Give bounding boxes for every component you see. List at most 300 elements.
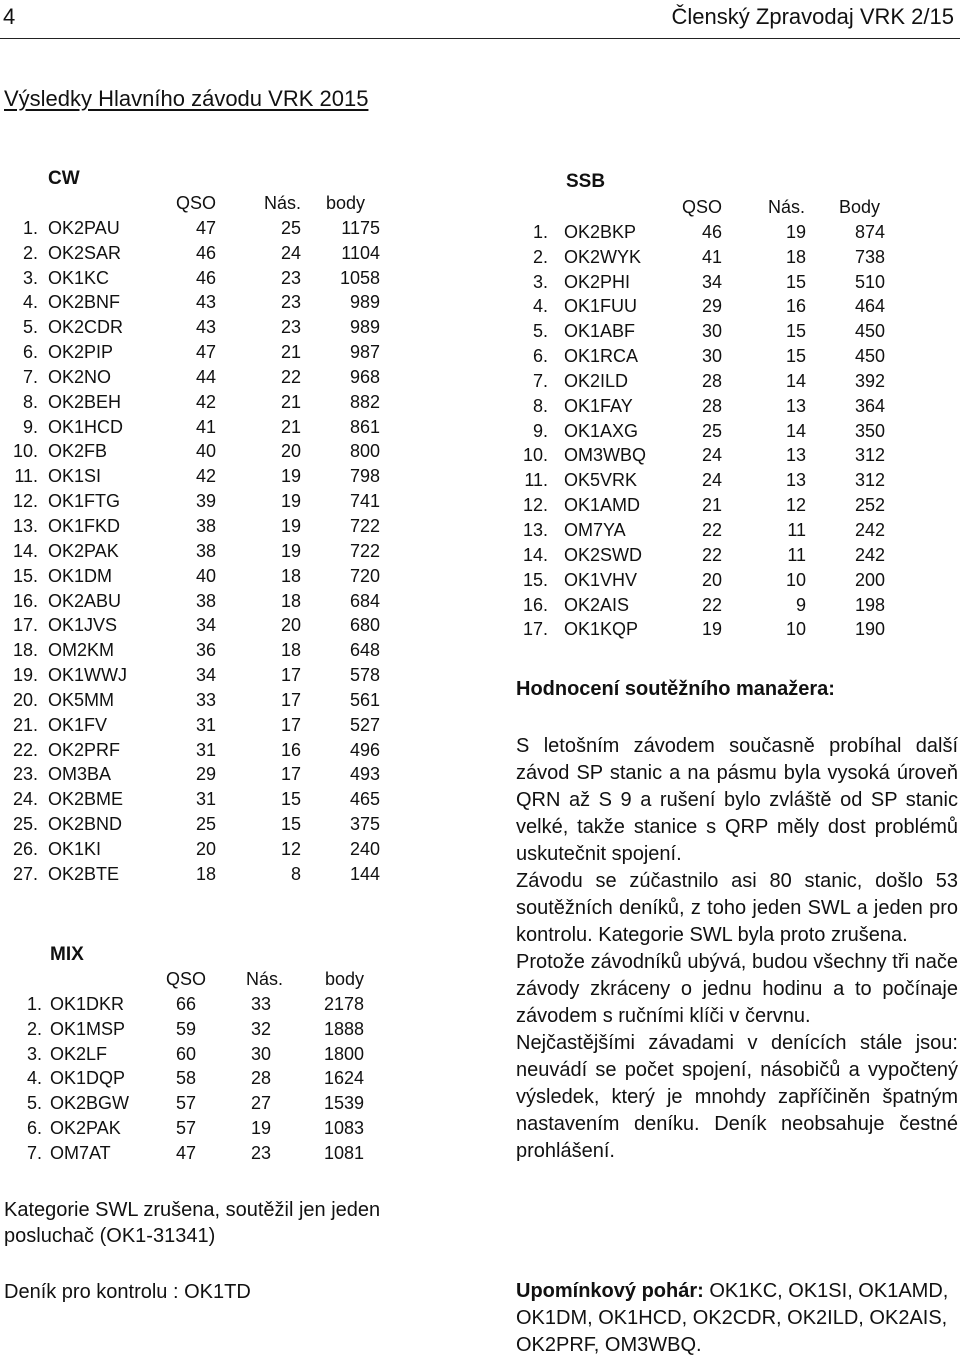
rank-cell: 5. [22, 317, 38, 338]
points-cell: 375 [349, 814, 380, 835]
callsign-cell: OK1ABF [564, 321, 636, 342]
qso-cell: 66 [175, 993, 196, 1014]
rank-cell: 7. [26, 1142, 42, 1163]
points-cell: 2178 [323, 993, 364, 1014]
rank-cell: 9. [532, 420, 548, 441]
callsign-cell: OM7AT [50, 1142, 111, 1163]
callsign-cell: OK1SI [48, 466, 102, 487]
rank-cell: 3. [22, 267, 38, 288]
qso-cell: 22 [701, 544, 722, 565]
multipliers-cell: 23 [280, 267, 301, 288]
table-row [0, 1116, 400, 1141]
rank-cell: 7. [532, 370, 548, 391]
table-row [0, 365, 400, 390]
points-cell: 987 [349, 342, 380, 363]
evaluation-paragraph: S letošním závodem současně probíhal další závod SP stanic a na pásmu byla vysoká úroveň QRN až S 9 a rušení bylo zvláště od SP stanic velké, takže stanice s QRP měly dost problémů uskutečnit spojení. [516, 735, 958, 865]
points-cell: 190 [854, 619, 885, 640]
table-row [510, 394, 960, 419]
rank-cell: 2. [22, 242, 38, 263]
multipliers-cell: 15 [280, 789, 301, 810]
table-row [510, 617, 960, 642]
multipliers-cell: 18 [785, 246, 806, 267]
callsign-cell: OK5MM [48, 689, 115, 710]
table-row [0, 589, 400, 614]
evaluation-paragraph: Závodu se zúčastnilo asi 80 stanic, došlo 53 soutěžních deníků, z toho jeden SWL a jeden pro kontrolu. Kategorie SWL byla proto zrušena. [516, 870, 958, 946]
qso-cell: 41 [701, 246, 722, 267]
callsign-cell: OK1FTG [48, 491, 121, 512]
qso-cell: 41 [195, 416, 216, 437]
multipliers-cell: 19 [250, 1118, 271, 1139]
multipliers-cell: 23 [280, 317, 301, 338]
qso-cell: 34 [195, 615, 216, 636]
multipliers-cell: 16 [785, 296, 806, 317]
rank-cell: 16. [12, 590, 38, 611]
qso-cell: 57 [175, 1118, 196, 1139]
callsign-cell: OK1VHV [564, 569, 638, 590]
multipliers-cell: 16 [280, 739, 301, 760]
multipliers-cell: 17 [280, 665, 301, 686]
table-row [0, 241, 400, 266]
callsign-cell: OK2BTE [48, 863, 120, 884]
rank-cell: 6. [22, 342, 38, 363]
table-row [0, 762, 400, 787]
page-number: 4 [3, 4, 16, 29]
cw-section-title: CW [48, 168, 80, 189]
table-row [0, 1042, 400, 1067]
multipliers-cell: 23 [280, 292, 301, 313]
callsign-cell: OK1KC [48, 267, 110, 288]
rank-cell: 24. [12, 789, 38, 810]
points-cell: 496 [349, 739, 380, 760]
multipliers-cell: 22 [280, 366, 301, 387]
points-cell: 968 [349, 366, 380, 387]
table-row [0, 1091, 400, 1116]
qso-cell: 24 [701, 445, 722, 466]
journal-title: Členský Zpravodaj VRK 2/15 [671, 4, 954, 29]
multipliers-cell: 13 [785, 395, 806, 416]
callsign-cell: OK2PRF [48, 739, 121, 760]
table-row [510, 518, 960, 543]
multipliers-cell: 8 [290, 863, 301, 884]
callsign-cell: OK1KQP [564, 619, 639, 640]
callsign-cell: OK2ILD [564, 370, 629, 391]
table-row [0, 837, 400, 862]
points-cell: 450 [854, 321, 885, 342]
multipliers-cell: 12 [785, 495, 806, 516]
table-row [0, 340, 400, 365]
rank-cell: 26. [12, 838, 38, 859]
multipliers-cell: 15 [785, 346, 806, 367]
callsign-cell: OK1AXG [564, 420, 639, 441]
rank-cell: 17. [12, 615, 38, 636]
points-cell: 465 [349, 789, 380, 810]
rank-cell: 27. [12, 863, 38, 884]
points-cell: 312 [854, 470, 885, 491]
callsign-cell: OK2BND [48, 814, 123, 835]
rank-cell: 6. [26, 1118, 42, 1139]
rank-cell: 1. [26, 993, 42, 1014]
callsign-cell: OK2SAR [48, 242, 122, 263]
table-row [0, 862, 400, 887]
trophy-section [516, 1278, 956, 1359]
rank-cell: 12. [12, 491, 38, 512]
table-row [0, 1017, 400, 1042]
callsign-cell: OK2LF [50, 1043, 108, 1064]
rank-cell: 16. [522, 594, 548, 615]
multipliers-cell: 24 [280, 242, 301, 263]
points-cell: 1888 [323, 1018, 364, 1039]
qso-cell: 31 [195, 789, 216, 810]
callsign-cell: OK1DQP [50, 1068, 126, 1089]
callsign-cell: OK1FV [48, 714, 108, 735]
multipliers-cell: 15 [785, 321, 806, 342]
points-cell: 493 [349, 764, 380, 785]
multipliers-cell: 27 [250, 1093, 271, 1114]
qso-cell: 31 [195, 714, 216, 735]
table-row [510, 294, 960, 319]
cw-results-table [0, 191, 400, 887]
qso-cell: 43 [195, 292, 216, 313]
qso-cell: 19 [701, 619, 722, 640]
callsign-cell: OK1DKR [50, 993, 125, 1014]
rank-cell: 4. [532, 296, 548, 317]
rank-cell: 2. [532, 246, 548, 267]
qso-cell: 44 [195, 366, 216, 387]
table-row [0, 713, 400, 738]
qso-cell: 28 [701, 395, 722, 416]
qso-cell: 36 [195, 640, 216, 661]
table-row [0, 663, 400, 688]
points-cell: 874 [854, 221, 885, 242]
rank-cell: 3. [532, 271, 548, 292]
header-multipliers: Nás. [245, 969, 283, 989]
evaluation-heading: Hodnocení soutěžního manažera: [516, 678, 835, 700]
table-row [0, 1141, 400, 1166]
table-row [510, 543, 960, 568]
table-row [510, 593, 960, 618]
multipliers-cell: 10 [785, 569, 806, 590]
qso-cell: 29 [701, 296, 722, 317]
header-points: body [324, 969, 364, 989]
callsign-cell: OK2PAK [50, 1118, 121, 1139]
rank-cell: 14. [12, 540, 38, 561]
callsign-cell: OK2PAU [48, 217, 120, 238]
callsign-cell: OK2PHI [564, 271, 631, 292]
points-cell: 720 [349, 565, 380, 586]
points-cell: 800 [349, 441, 380, 462]
points-cell: 242 [854, 544, 885, 565]
table-row [510, 568, 960, 593]
table-row [510, 369, 960, 394]
trophy-label: Upomínkový pohár: [516, 1280, 704, 1302]
points-cell: 350 [854, 420, 885, 441]
qso-cell: 38 [195, 540, 216, 561]
points-cell: 252 [854, 495, 885, 516]
rank-cell: 2. [26, 1018, 42, 1039]
callsign-cell: OK2NO [48, 366, 112, 387]
multipliers-cell: 33 [250, 993, 271, 1014]
qso-cell: 59 [175, 1018, 196, 1039]
points-cell: 1539 [323, 1093, 364, 1114]
rank-cell: 21. [12, 714, 38, 735]
rank-cell: 8. [532, 395, 548, 416]
table-row [510, 270, 960, 295]
multipliers-cell: 30 [250, 1043, 271, 1064]
points-cell: 561 [349, 689, 380, 710]
rank-cell: 5. [532, 321, 548, 342]
header-points: body [325, 193, 365, 213]
rank-cell: 14. [522, 544, 548, 565]
table-row [510, 344, 960, 369]
table-row [0, 439, 400, 464]
table-row [0, 812, 400, 837]
qso-cell: 40 [195, 565, 216, 586]
qso-cell: 22 [701, 594, 722, 615]
header-qso: QSO [681, 197, 722, 217]
multipliers-cell: 19 [280, 491, 301, 512]
table-row [510, 419, 960, 444]
callsign-cell: OM7YA [564, 519, 626, 540]
points-cell: 578 [349, 665, 380, 686]
multipliers-cell: 17 [280, 689, 301, 710]
multipliers-cell: 19 [280, 466, 301, 487]
qso-cell: 42 [195, 391, 216, 412]
points-cell: 364 [854, 395, 885, 416]
points-cell: 989 [349, 292, 380, 313]
evaluation-paragraph: Nejčastějšími závadami v denících stále jsou: neuvádí se počet spojení, násobičů a vypočtený výsledek, který je mnohdy zapříčiněn špatným nastavením deníku. Deník neobsahuje čestné prohlášení. [516, 1032, 958, 1162]
rank-cell: 15. [12, 565, 38, 586]
rank-cell: 17. [522, 619, 548, 640]
points-cell: 312 [854, 445, 885, 466]
qso-cell: 43 [195, 317, 216, 338]
callsign-cell: OK2CDR [48, 317, 124, 338]
points-cell: 738 [854, 246, 885, 267]
qso-cell: 58 [175, 1068, 196, 1089]
points-cell: 1083 [323, 1118, 364, 1139]
table-header-row [0, 191, 400, 216]
rank-cell: 10. [522, 445, 548, 466]
points-cell: 240 [349, 838, 380, 859]
rank-cell: 4. [22, 292, 38, 313]
evaluation-paragraph: Protože závodníků ubývá, budou všechny tři nače závody zkráceny o jednu hodinu a to počínaje závodem s ručními klíči v červnu. [516, 951, 958, 1027]
multipliers-cell: 12 [280, 838, 301, 859]
qso-cell: 47 [195, 342, 216, 363]
table-row [510, 493, 960, 518]
qso-cell: 46 [701, 221, 722, 242]
rank-cell: 1. [532, 221, 548, 242]
points-cell: 510 [854, 271, 885, 292]
table-row [0, 613, 400, 638]
qso-cell: 38 [195, 590, 216, 611]
table-header-row [510, 195, 960, 220]
points-cell: 989 [349, 317, 380, 338]
qso-cell: 38 [195, 515, 216, 536]
multipliers-cell: 15 [280, 814, 301, 835]
multipliers-cell: 15 [785, 271, 806, 292]
qso-cell: 40 [195, 441, 216, 462]
mix-results-table [0, 967, 400, 1166]
points-cell: 392 [854, 370, 885, 391]
callsign-cell: OK1MSP [50, 1018, 126, 1039]
points-cell: 882 [349, 391, 380, 412]
qso-cell: 46 [195, 242, 216, 263]
points-cell: 722 [349, 515, 380, 536]
qso-cell: 31 [195, 739, 216, 760]
callsign-cell: OK2PAK [48, 540, 119, 561]
table-row [510, 220, 960, 245]
table-row [0, 514, 400, 539]
points-cell: 680 [349, 615, 380, 636]
callsign-cell: OM3BA [48, 764, 112, 785]
multipliers-cell: 18 [280, 590, 301, 611]
rank-cell: 10. [12, 441, 38, 462]
header-points: Body [838, 197, 880, 217]
rank-cell: 23. [12, 764, 38, 785]
callsign-cell: OK2ABU [48, 590, 122, 611]
table-row [0, 638, 400, 663]
multipliers-cell: 14 [785, 370, 806, 391]
multipliers-cell: 19 [280, 540, 301, 561]
table-row [0, 539, 400, 564]
qso-cell: 47 [175, 1142, 196, 1163]
swl-note: Kategorie SWL zrušena, soutěžil jen jeden posluchač (OK1-31341) [4, 1199, 381, 1247]
points-cell: 1081 [323, 1142, 364, 1163]
rank-cell: 11. [524, 470, 548, 491]
table-row [0, 738, 400, 763]
callsign-cell: OK2BGW [50, 1093, 130, 1114]
callsign-cell: OK1DM [48, 565, 113, 586]
multipliers-cell: 28 [250, 1068, 271, 1089]
points-cell: 741 [349, 491, 380, 512]
callsign-cell: OK5VRK [564, 470, 638, 491]
trophy-winners: OK1KC, OK1SI, OK1AMD, OK1DM, OK1HCD, OK2CDR, OK2ILD, OK2AIS, OK2PRF, OM3WBQ. [516, 1280, 949, 1356]
callsign-cell: OK2WYK [564, 246, 642, 267]
points-cell: 200 [854, 569, 885, 590]
points-cell: 1175 [341, 217, 380, 238]
points-cell: 684 [349, 590, 380, 611]
callsign-cell: OK2BKP [564, 221, 637, 242]
qso-cell: 24 [701, 470, 722, 491]
qso-cell: 25 [701, 420, 722, 441]
evaluation-text [516, 733, 958, 1165]
multipliers-cell: 21 [280, 342, 301, 363]
multipliers-cell: 17 [280, 764, 301, 785]
rank-cell: 7. [22, 366, 38, 387]
table-row [0, 489, 400, 514]
callsign-cell: OK2BME [48, 789, 124, 810]
table-row [510, 468, 960, 493]
multipliers-cell: 9 [795, 594, 806, 615]
qso-cell: 46 [195, 267, 216, 288]
multipliers-cell: 21 [280, 416, 301, 437]
points-cell: 1800 [323, 1043, 364, 1064]
points-cell: 722 [349, 540, 380, 561]
callsign-cell: OK1FUU [564, 296, 638, 317]
qso-cell: 33 [195, 689, 216, 710]
multipliers-cell: 10 [785, 619, 806, 640]
multipliers-cell: 19 [785, 221, 806, 242]
table-row [0, 992, 400, 1017]
points-cell: 464 [854, 296, 885, 317]
page-title: Výsledky Hlavního závodu VRK 2015 [4, 86, 369, 111]
points-cell: 144 [349, 863, 380, 884]
header-multipliers: Nás. [767, 197, 805, 217]
qso-cell: 20 [195, 838, 216, 859]
table-row [0, 787, 400, 812]
rank-cell: 9. [22, 416, 38, 437]
callsign-cell: OM2KM [48, 640, 115, 661]
rank-cell: 20. [12, 689, 38, 710]
callsign-cell: OK2AIS [564, 594, 630, 615]
control-log-note: Deník pro kontrolu : OK1TD [4, 1281, 251, 1303]
rank-cell: 13. [12, 515, 38, 536]
rank-cell: 4. [26, 1068, 42, 1089]
table-row [0, 464, 400, 489]
callsign-cell: OK1HCD [48, 416, 124, 437]
qso-cell: 22 [701, 519, 722, 540]
rank-cell: 11. [14, 466, 38, 487]
callsign-cell: OK1FAY [564, 395, 633, 416]
mix-section-title: MIX [50, 944, 84, 965]
table-header-row [0, 967, 400, 992]
rank-cell: 18. [12, 640, 38, 661]
rank-cell: 19. [12, 665, 38, 686]
qso-cell: 42 [195, 466, 216, 487]
qso-cell: 57 [175, 1093, 196, 1114]
qso-cell: 20 [701, 569, 722, 590]
callsign-cell: OK1JVS [48, 615, 118, 636]
multipliers-cell: 20 [280, 441, 301, 462]
rank-cell: 15. [522, 569, 548, 590]
callsign-cell: OK1WWJ [48, 665, 127, 686]
multipliers-cell: 13 [785, 445, 806, 466]
table-row [0, 216, 400, 241]
page-header [0, 0, 960, 39]
table-row [0, 1066, 400, 1091]
header-qso: QSO [175, 193, 216, 213]
table-row [0, 415, 400, 440]
table-row [510, 443, 960, 468]
qso-cell: 28 [701, 370, 722, 391]
rank-cell: 8. [22, 391, 38, 412]
points-cell: 1624 [323, 1068, 364, 1089]
rank-cell: 25. [12, 814, 38, 835]
table-row [0, 390, 400, 415]
qso-cell: 47 [195, 217, 216, 238]
multipliers-cell: 14 [785, 420, 806, 441]
rank-cell: 3. [26, 1043, 42, 1064]
table-row [510, 319, 960, 344]
multipliers-cell: 18 [280, 640, 301, 661]
multipliers-cell: 11 [787, 544, 806, 565]
qso-cell: 34 [701, 271, 722, 292]
header-qso: QSO [165, 969, 206, 989]
ssb-results-table [510, 195, 960, 642]
multipliers-cell: 19 [280, 515, 301, 536]
points-cell: 242 [854, 519, 885, 540]
points-cell: 798 [349, 466, 380, 487]
rank-cell: 1. [22, 217, 38, 238]
rank-cell: 22. [12, 739, 38, 760]
table-row [0, 564, 400, 589]
rank-cell: 6. [532, 346, 548, 367]
qso-cell: 34 [195, 665, 216, 686]
table-row [0, 290, 400, 315]
rank-cell: 13. [522, 519, 548, 540]
points-cell: 648 [349, 640, 380, 661]
callsign-cell: OK1RCA [564, 346, 639, 367]
points-cell: 450 [854, 346, 885, 367]
